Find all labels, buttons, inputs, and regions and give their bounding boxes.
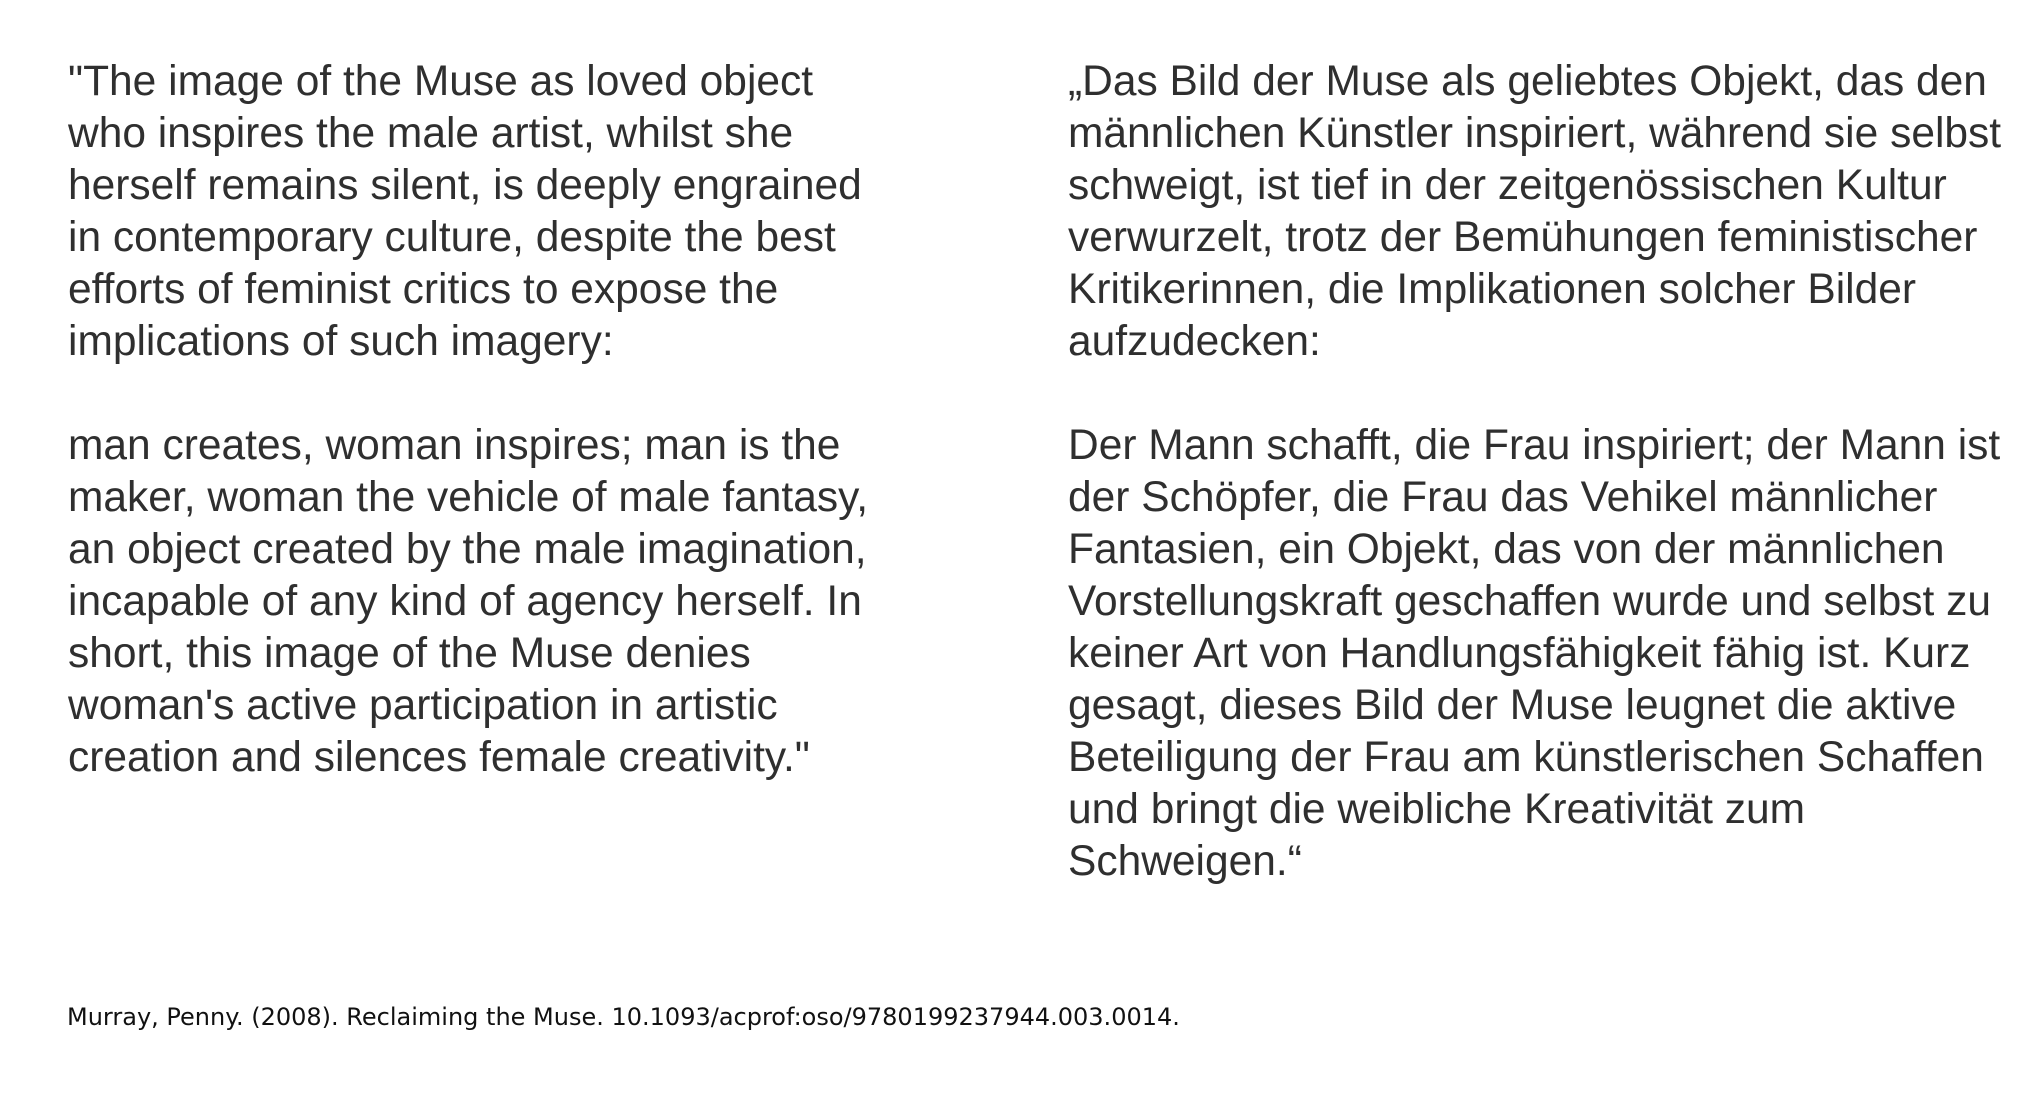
citation: Murray, Penny. (2008). Reclaiming the Muse. 10.1093/acprof:oso/9780199237944.003.0014. (67, 1003, 1180, 1031)
english-quote-column (68, 56, 880, 784)
german-quote-column (1068, 56, 2008, 888)
german-quote-paragraph: Der Mann schafft, die Frau inspiriert; der Mann ist der Schöpfer, die Frau das Vehikel männlicher Fantasien, ein Objekt, das von der männlichen Vorstellungskraft geschaffen wurde und selbst zu keiner Art von Handlungsfähigkeit fähig ist. Kurz gesagt, dieses Bild der Muse leugnet die aktive Beteiligung der Frau am künstlerischen Schaffen und bringt die weibliche Kreativität zum Schweigen.“ (1068, 422, 2001, 885)
english-intro-paragraph: "The image of the Muse as loved object who inspires the male artist, whilst she herself remains silent, is deeply engrained in contemporary culture, despite the best efforts of feminist critics to expose the implications of such imagery: (68, 58, 862, 365)
german-intro-paragraph: „Das Bild der Muse als geliebtes Objekt, das den männlichen Künstler inspiriert, während sie selbst schweigt, ist tief in der zeitgenössischen Kultur verwurzelt, trotz der Bemühungen feministischer Kritikerinnen, die Implikationen solcher Bilder aufzudecken: (1068, 58, 2002, 365)
english-quote-paragraph: man creates, woman inspires; man is the maker, woman the vehicle of male fantasy, an object created by the male imagination, incapable of any kind of agency herself. In short, this image of the Muse denies woman's active participation in artistic creation and silences female creativity." (68, 422, 869, 781)
